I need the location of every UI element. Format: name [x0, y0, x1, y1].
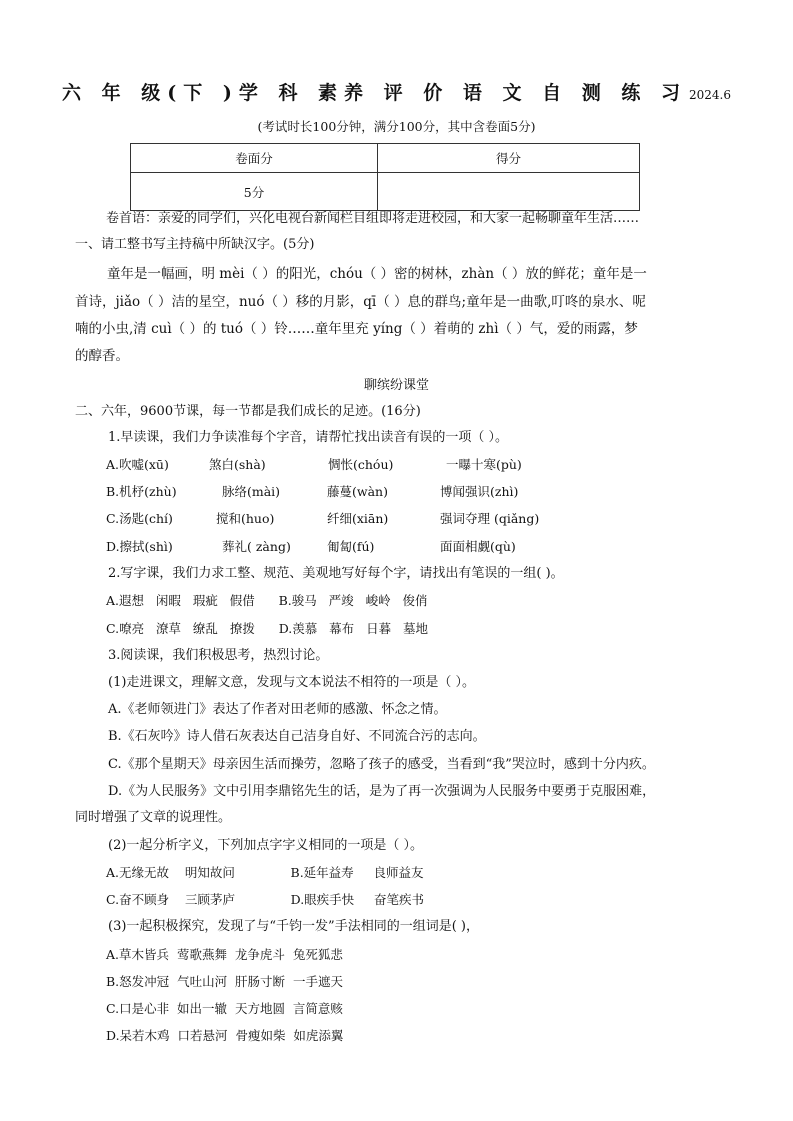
score-table [130, 143, 640, 211]
q2-options-cd: C.嘹亮 潦草 缭乱 撩拨 D.羡慕 幕布 日暮 墓地 [106, 621, 429, 636]
q2-options-ab: A.遐想 闲暇 瑕疵 假借 B.骏马 严竣 峻岭 俊俏 [106, 593, 428, 608]
q3-sub3-stem: (3)一起积极探究，发现了与“千钧一发”手法相同的一组词是( )， [108, 919, 479, 934]
title-text: 六 年 级(下 )学 科 素养 评 价 语 文 自 测 练 习 [62, 82, 687, 104]
section1-line1: 童年是一幅画，明 mèi（ ）的阳光，chóu（ ）密的树林，zhàn（ ）放的鲜花；童年是一 [107, 266, 647, 282]
section1-heading: 一、请工整书写主持稿中所缺汉字。(5分) [75, 237, 315, 252]
q3-sub3-option-d: D.呆若木鸡 口若悬河 骨瘦如柴 如虎添翼 [106, 1028, 344, 1043]
neatness-score-value: 5分 [131, 173, 378, 211]
q3-sub2-options-cd: C.奋不顾身 三顾茅庐 D.眼疾手快 奋笔疾书 [106, 892, 425, 907]
q3-sub1-stem: (1)走进课文，理解文意，发现与文本说法不相符的一项是（ ）。 [108, 675, 476, 690]
q2-stem: 2.写字课，我们力求工整、规范、美观地写好每个字，请找出有笔误的一组( )。 [108, 566, 564, 581]
q3-sub3-option-a: A.草木皆兵 莺歌燕舞 龙争虎斗 兔死狐悲 [106, 947, 343, 962]
q3-sub3-option-c: C.口是心非 如出一辙 天方地圆 言简意赅 [106, 1001, 343, 1016]
q3-sub2-stem: (2)一起分析字义，下列加点字字义相同的一项是（ ）。 [108, 838, 424, 853]
section2-heading: 二、六年，9600节课，每一节都是我们成长的足迹。(16分) [75, 404, 421, 419]
q3-sub2-options-ab: A.无缘无故 明知故问 B.延年益寿 良师益友 [106, 865, 424, 880]
neatness-score-header: 卷面分 [131, 144, 378, 173]
section-title: 聊缤纷课堂 [363, 378, 429, 393]
total-score-value [378, 173, 640, 211]
preface: 卷首语：亲爱的同学们，兴化电视台新闻栏目组即将走进校园，和大家一起畅聊童年生活…… [106, 211, 640, 226]
total-score-header: 得分 [378, 144, 640, 173]
section1-line2: 首诗，jiǎo（ ）洁的星空，nuó（ ）移的月影，qī（ ）息的群鸟;童年是一曲歌,叮咚的泉水、呢 [75, 294, 646, 310]
page-title [0, 78, 793, 105]
q3-sub1-option-d: D.《为人民服务》文中引用李鼎铭先生的话，是为了再一次强调为人民服务中要勇于克服困难， [108, 784, 656, 799]
section1-line4: 的醇香。 [75, 348, 129, 364]
q3-sub1-option-c: C.《那个星期天》母亲因生活而操劳，忽略了孩子的感受，当看到“我”哭泣时，感到十分内疚。 [108, 757, 655, 772]
exam-date: 2024.6 [688, 88, 731, 102]
q3-sub1-option-b: B.《石灰吟》诗人借石灰表达自己洁身自好、不同流合污的志向。 [108, 729, 486, 744]
q3-sub1-option-a: A.《老师领进门》表达了作者对田老师的感激、怀念之情。 [108, 702, 447, 717]
exam-info: (考试时长100分钟，满分100分，其中含卷面5分) [257, 119, 536, 134]
q3-stem: 3.阅读课，我们积极思考，热烈讨论。 [108, 648, 329, 663]
q1-stem: 1.早读课，我们力争读准每个字音，请帮忙找出读音有误的一项（ ）。 [108, 430, 509, 445]
q3-sub1-option-d-cont: 同时增强了文章的说理性。 [75, 810, 232, 825]
q3-sub3-option-b: B.怒发冲冠 气吐山河 肝肠寸断 一手遮天 [106, 974, 344, 989]
section1-line3: 喃的小虫,清 cuì（ ）的 tuó（ ）铃……童年里充 yíng（ ）着萌的 zhì（ ）气，爱的雨露，梦 [75, 321, 638, 337]
